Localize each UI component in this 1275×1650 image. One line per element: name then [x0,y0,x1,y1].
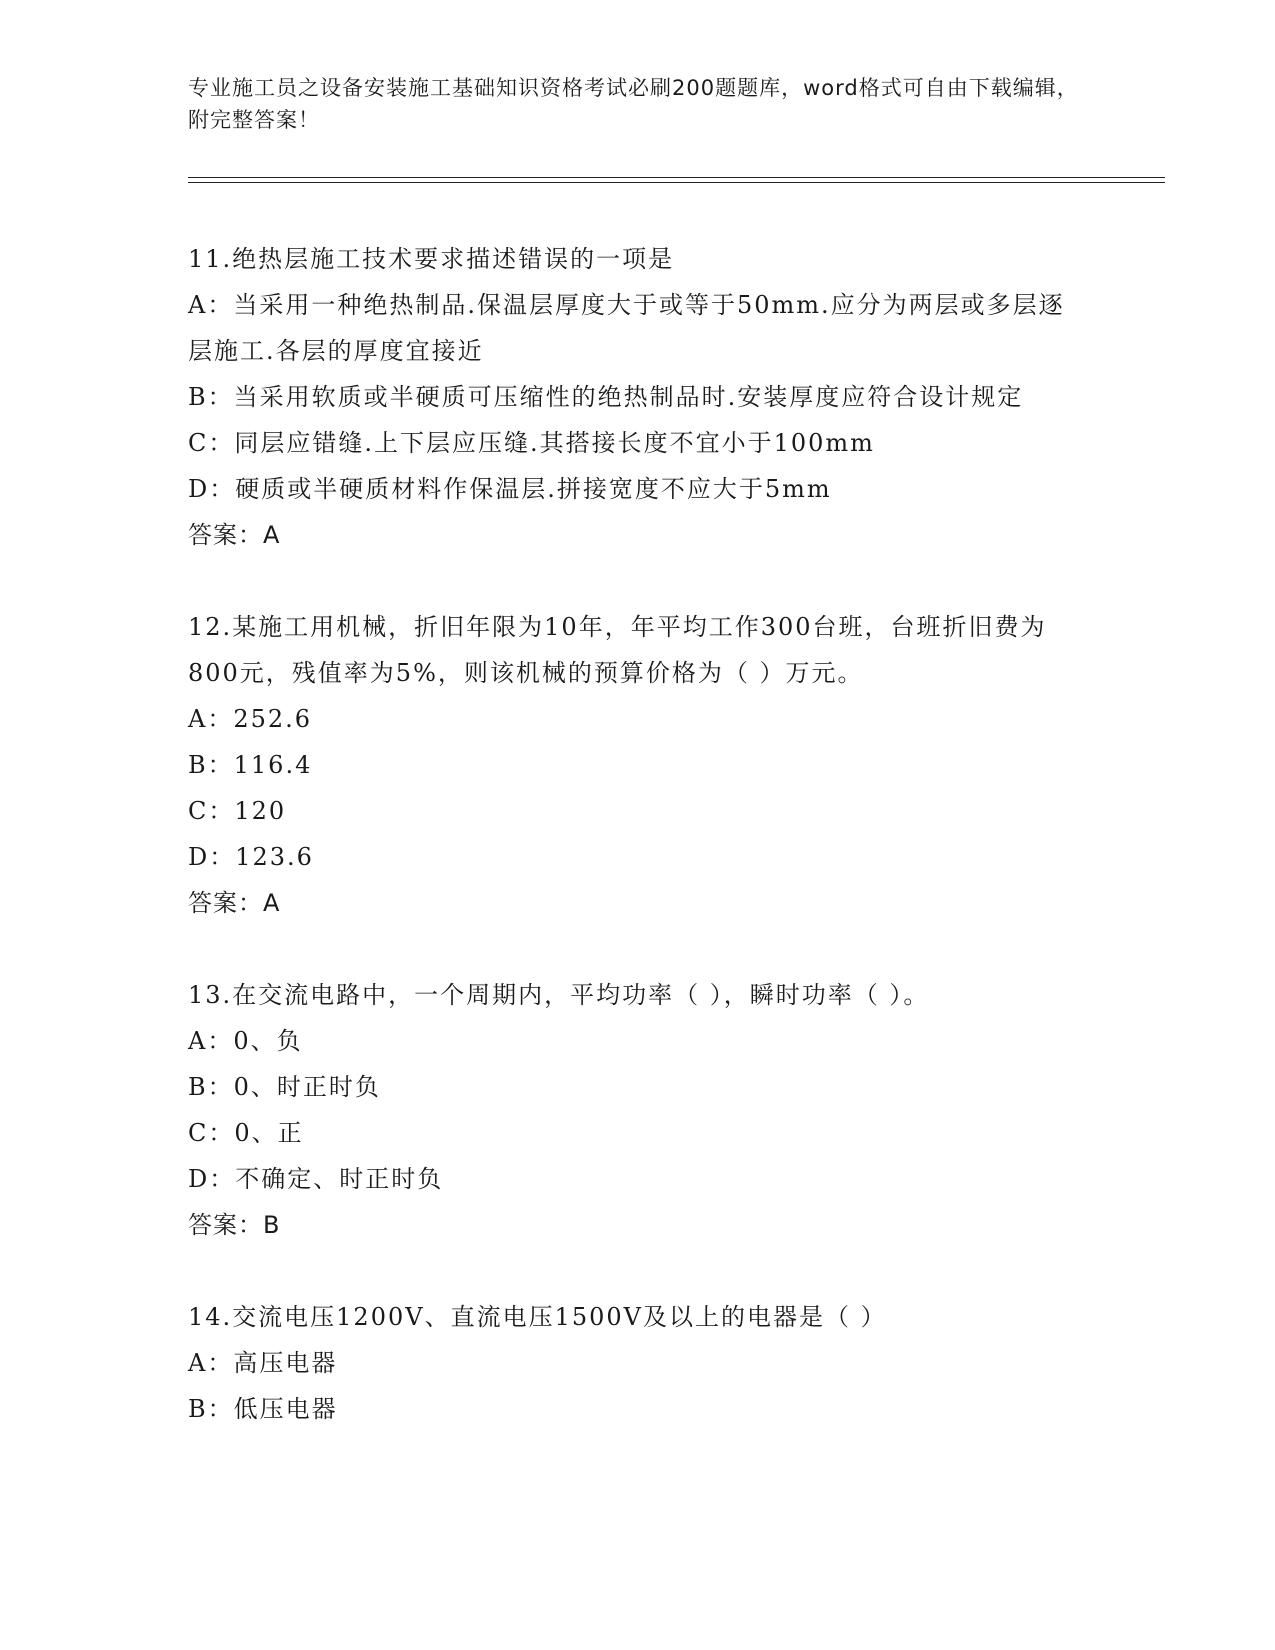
question-item [188,236,1088,558]
question-stem: 14.交流电压1200V、直流电压1500V及以上的电器是（ ） [188,1303,887,1331]
header-divider-bottom [188,182,1165,183]
question-option: C：120 [188,797,287,825]
question-answer: 答案：A [188,889,281,917]
question-stem: 13.在交流电路中，一个周期内，平均功率（ ），瞬时功率（ ）。 [188,981,930,1009]
question-option: D：不确定、时正时负 [188,1165,444,1193]
question-option: B：116.4 [188,751,313,779]
question-option: A：252.6 [188,705,313,733]
header-divider-top [188,177,1165,178]
question-stem: 11.绝热层施工技术要求描述错误的一项是 [188,245,675,273]
question-option: B：低压电器 [188,1395,338,1423]
question-spacer [188,1248,1088,1294]
question-option: C：同层应错缝.上下层应压缝.其搭接长度不宜小于100mm [188,429,875,457]
question-option: C：0、正 [188,1119,304,1147]
question-spacer [188,926,1088,972]
document-header-title: 专业施工员之设备安装施工基础知识资格考试必刷200题题库，word格式可自由下载编辑，附完整答案！ [188,76,1079,132]
question-item [188,604,1088,926]
question-answer: 答案：B [188,1211,281,1239]
question-option: B：当采用软质或半硬质可压缩性的绝热制品时.安装厚度应符合设计规定 [188,383,1024,411]
question-list [188,236,1088,1432]
question-stem: 12.某施工用机械，折旧年限为10年，年平均工作300台班，台班折旧费为800元，残值率为5%，则该机械的预算价格为（ ）万元。 [188,613,1047,687]
question-option: A：高压电器 [188,1349,338,1377]
question-option: D：123.6 [188,843,314,871]
question-answer: 答案：A [188,521,281,549]
question-option: B：0、时正时负 [188,1073,381,1101]
question-option: D：硬质或半硬质材料作保温层.拼接宽度不应大于5mm [188,475,832,503]
question-option: A：0、负 [188,1027,303,1055]
question-spacer [188,558,1088,604]
question-item [188,972,1088,1248]
question-option: A：当采用一种绝热制品.保温层厚度大于或等于50mm.应分为两层或多层逐层施工.各层的厚度宜接近 [188,291,1065,365]
question-item [188,1294,1088,1432]
